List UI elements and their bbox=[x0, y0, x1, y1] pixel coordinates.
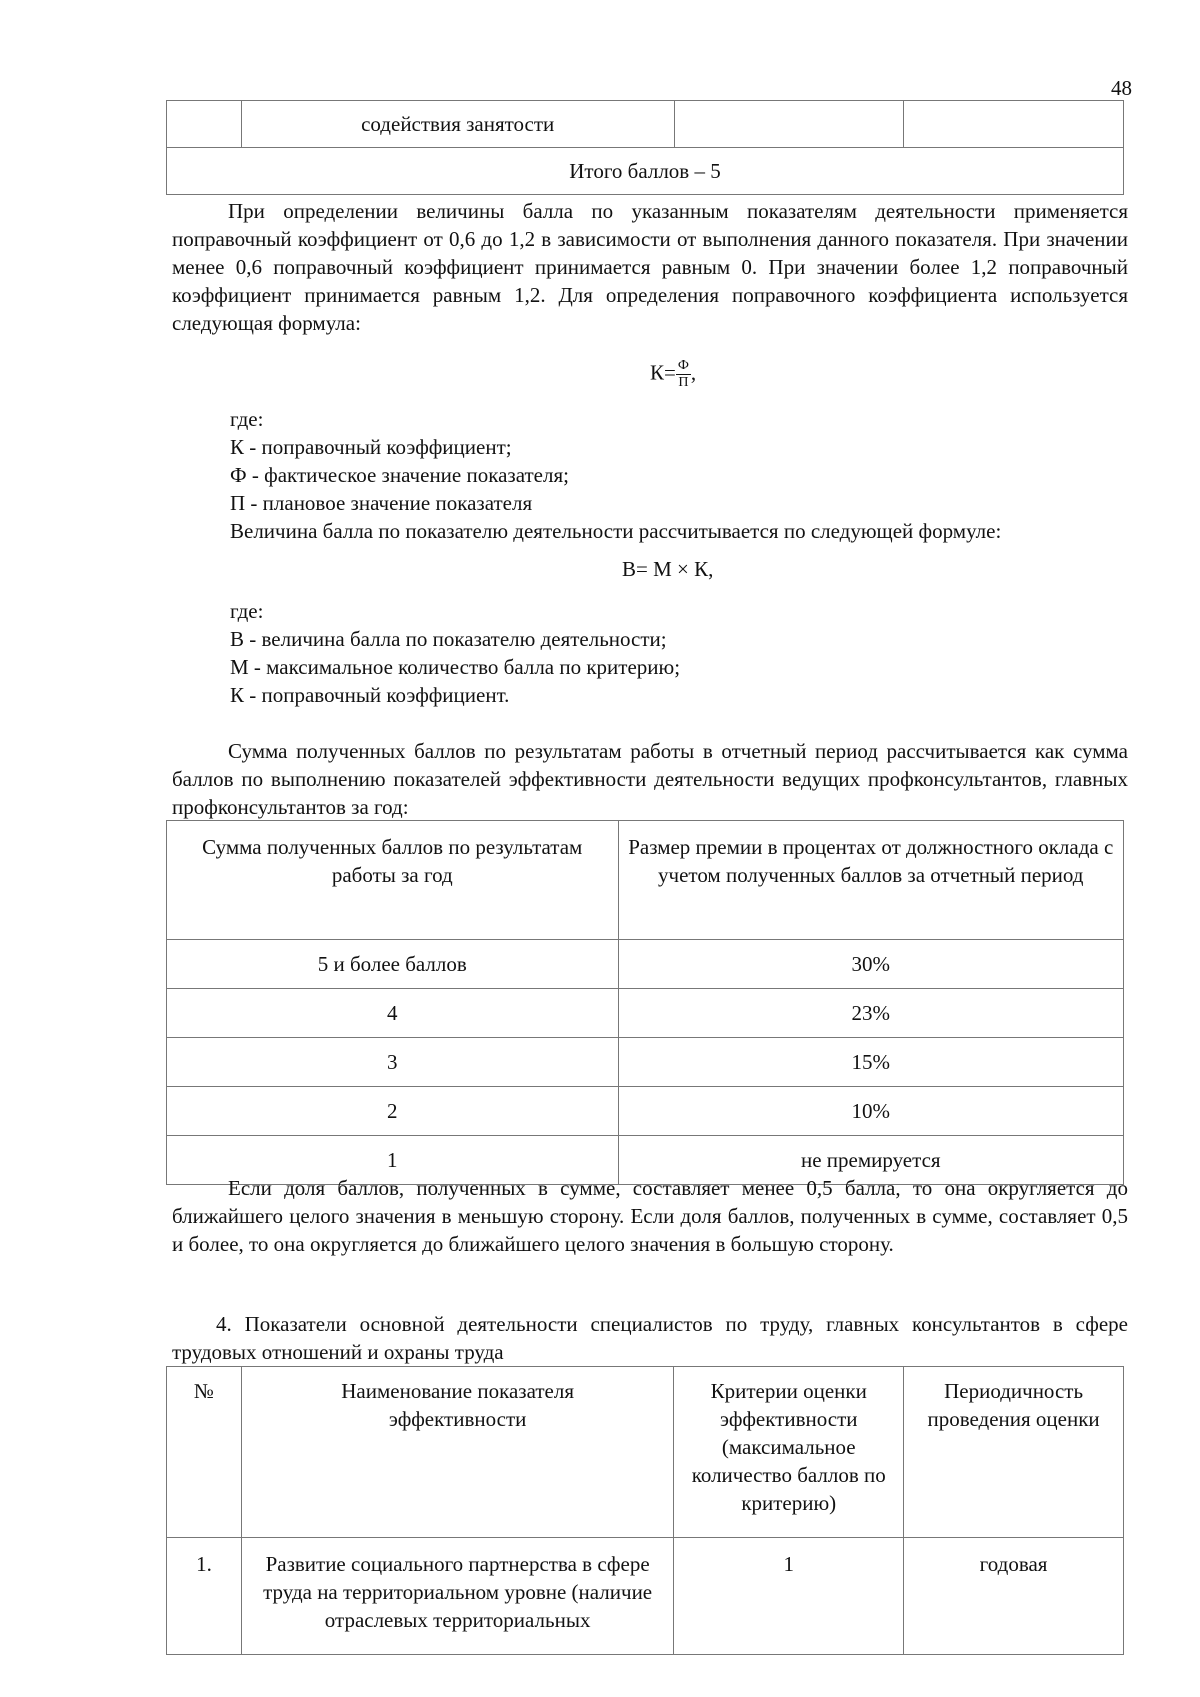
table-cell: 1. bbox=[167, 1538, 242, 1655]
total-cell: Итого баллов – 5 bbox=[167, 148, 1124, 195]
definition-k2: К - поправочный коэффициент. bbox=[230, 683, 510, 707]
table-row bbox=[167, 101, 1124, 148]
column-header: Сумма полученных баллов по результатам работы за год bbox=[167, 821, 619, 940]
kpi-table bbox=[166, 1366, 1124, 1655]
definition-f: Ф - фактическое значение показателя; bbox=[230, 463, 569, 487]
table-cell: не премируется bbox=[618, 1136, 1123, 1185]
table-cell: 4 bbox=[167, 989, 619, 1038]
table-row bbox=[167, 1038, 1124, 1087]
definition-k: К - поправочный коэффициент; bbox=[230, 435, 512, 459]
table-cell bbox=[167, 101, 242, 148]
column-header: Критерии оценки эффективности (максимальное количество баллов по критерию) bbox=[674, 1367, 904, 1538]
definition-b: В - величина балла по показателю деятельности; bbox=[230, 627, 667, 651]
table-cell: 23% bbox=[618, 989, 1123, 1038]
fraction-numerator: Ф bbox=[677, 358, 689, 373]
formula-k bbox=[650, 358, 696, 391]
section-4-heading: 4. Показатели основной деятельности специалистов по труду, главных консультантов в сфере трудовых отношений и охраны труда bbox=[172, 1312, 1128, 1364]
table-row bbox=[167, 1087, 1124, 1136]
table-cell: 30% bbox=[618, 940, 1123, 989]
table-cell bbox=[904, 101, 1124, 148]
top-table bbox=[166, 100, 1124, 195]
table-cell: 2 bbox=[167, 1087, 619, 1136]
table-cell: 5 и более баллов bbox=[167, 940, 619, 989]
paragraph-correction-coefficient: При определении величины балла по указанным показателям деятельности применяется поправочный коэффициент от 0,6 до 1,2 в зависимости от выполнения данного показателя. При значении менее 0,6 поправочный коэффициент принимается равным 0. При значении более 1,2 поправочный коэффициент принимается равным 1,2. Для определения поправочного коэффициента используется следующая формула: bbox=[172, 199, 1128, 335]
fraction bbox=[676, 358, 691, 391]
formula-tail: , bbox=[690, 360, 697, 385]
table-header-row bbox=[167, 1367, 1124, 1538]
column-header: Наименование показателя эффективности bbox=[241, 1367, 673, 1538]
table-cell: 15% bbox=[618, 1038, 1123, 1087]
table-cell: 3 bbox=[167, 1038, 619, 1087]
column-header: Периодичность проведения оценки bbox=[904, 1367, 1124, 1538]
table-row bbox=[167, 1538, 1124, 1655]
table-header-row bbox=[167, 821, 1124, 940]
paragraph-sum-of-points: Сумма полученных баллов по результатам работы в отчетный период рассчитывается как сумма баллов по выполнению показателей эффективности деятельности ведущих профконсультантов, главных профконсультантов за год: bbox=[172, 739, 1128, 819]
column-header: Размер премии в процентах от должностного оклада с учетом полученных баллов за отчетный период bbox=[618, 821, 1123, 940]
where-label: где: bbox=[230, 407, 264, 431]
column-header: № bbox=[167, 1367, 242, 1538]
table-cell: Развитие социального партнерства в сфере труда на территориальном уровне (наличие отраслевых территориальных bbox=[241, 1538, 673, 1655]
paragraph-rounding: Если доля баллов, полученных в сумме, составляет менее 0,5 балла, то она округляется до ближайшего целого значения в меньшую сторону. Если доля баллов, полученных в сумме, составляет 0,5 и более, то она округляется до ближайшего целого значения в большую сторону. bbox=[172, 1176, 1128, 1256]
formula-b: В= М × К, bbox=[622, 557, 714, 581]
where-label: где: bbox=[230, 599, 264, 623]
table-row bbox=[167, 989, 1124, 1038]
table-row bbox=[167, 940, 1124, 989]
definition-m: М - максимальное количество балла по критерию; bbox=[230, 655, 681, 679]
bonus-table bbox=[166, 820, 1124, 1185]
formula-intro: Величина балла по показателю деятельности рассчитывается по следующей формуле: bbox=[230, 519, 1002, 543]
table-cell: 10% bbox=[618, 1087, 1123, 1136]
table-cell: содействия занятости bbox=[241, 101, 674, 148]
table-row bbox=[167, 148, 1124, 195]
table-cell: 1 bbox=[167, 1136, 619, 1185]
definition-p: П - плановое значение показателя bbox=[230, 491, 533, 515]
formula-lhs: К= bbox=[650, 360, 676, 385]
table-cell bbox=[674, 101, 904, 148]
fraction-denominator: П bbox=[678, 375, 689, 390]
table-cell: годовая bbox=[904, 1538, 1124, 1655]
table-cell: 1 bbox=[674, 1538, 904, 1655]
page-number: 48 bbox=[1111, 76, 1132, 100]
